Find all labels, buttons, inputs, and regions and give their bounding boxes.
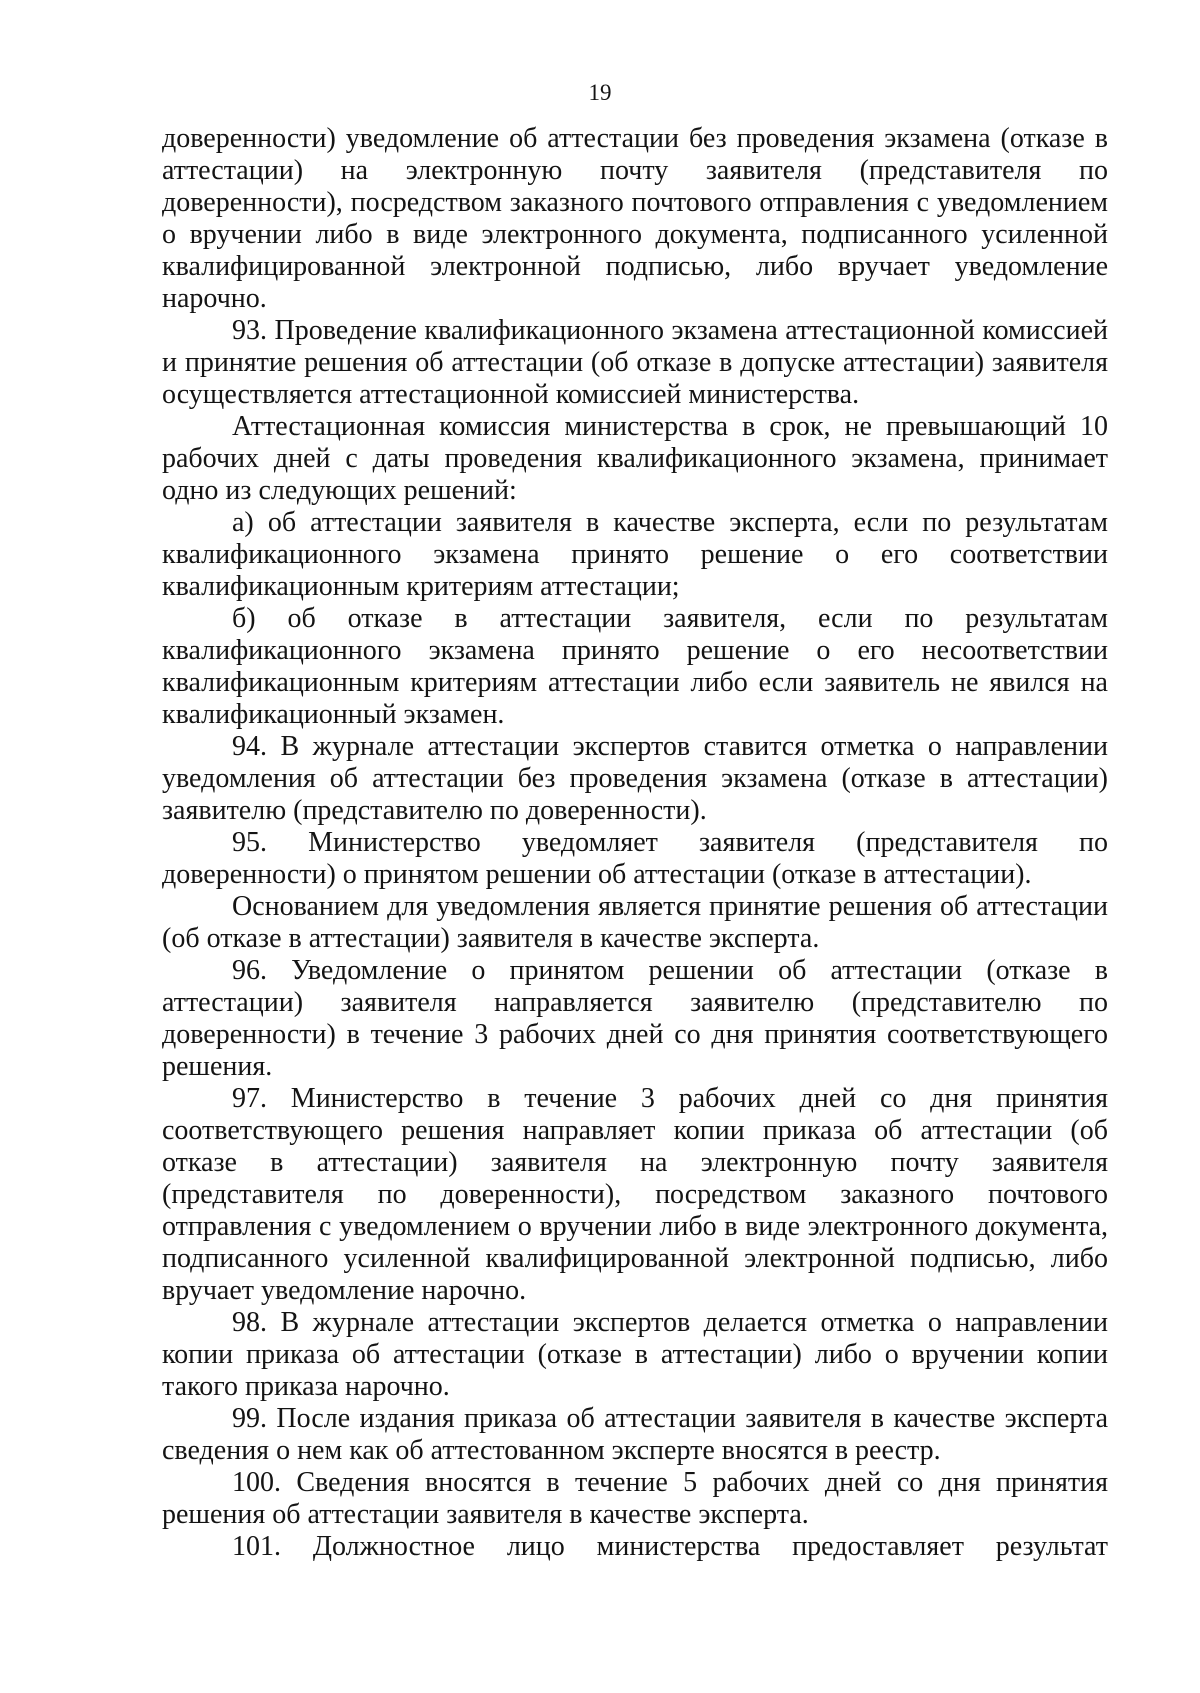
paragraph-item-b: б) об отказе в аттестации заявителя, если по результатам квалификационного экзамена принято решение о его несоответствии квалификационным критериям аттестации либо если заявитель не явился на квалификационный экзамен. <box>162 603 1108 730</box>
paragraph-100: 100. Сведения вносятся в течение 5 рабочих дней со дня принятия решения об аттестации заявителя в качестве эксперта. <box>162 1467 1108 1530</box>
paragraph-95: 95. Министерство уведомляет заявителя (представителя по доверенности) о принятом решении об аттестации (отказе в аттестации). <box>162 827 1108 890</box>
paragraph-commission-decision: Аттестационная комиссия министерства в срок, не превышающий 10 рабочих дней с даты проведения квалификационного экзамена, принимает одно из следующих решений: <box>162 411 1108 506</box>
paragraph-continuation: доверенности) уведомление об аттестации без проведения экзамена (отказе в аттестации) на электронную почту заявителя (представителя по доверенности), посредством заказного почтового отправления с уведомлением о вручении либо в виде электронного документа, подписанного усиленной квалифицированной электронной подписью, либо вручает уведомление нарочно. <box>162 123 1108 314</box>
page-number: 19 <box>588 80 612 105</box>
paragraph-101: 101. Должностное лицо министерства предоставляет результат <box>232 1531 1108 1562</box>
paragraph-93: 93. Проведение квалификационного экзамена аттестационной комиссией и принятие решения об аттестации (об отказе в допуске аттестации) заявителя осуществляется аттестационной комиссией министерства. <box>162 315 1108 410</box>
paragraph-94: 94. В журнале аттестации экспертов ставится отметка о направлении уведомления об аттестации без проведения экзамена (отказе в аттестации) заявителю (представителю по доверенности). <box>162 731 1108 826</box>
paragraph-97: 97. Министерство в течение 3 рабочих дней со дня принятия соответствующего решения направляет копии приказа об аттестации (об отказе в аттестации) заявителя на электронную почту заявителя (представителя по доверенности), посредством заказного почтового отправления с уведомлением о вручении либо в виде электронного документа, подписанного усиленной квалифицированной электронной подписью, либо вручает уведомление нарочно. <box>162 1083 1108 1306</box>
document-body <box>162 123 1108 1563</box>
paragraph-98: 98. В журнале аттестации экспертов делается отметка о направлении копии приказа об аттестации (отказе в аттестации) либо о вручении копии такого приказа нарочно. <box>162 1307 1108 1402</box>
paragraph-96: 96. Уведомление о принятом решении об аттестации (отказе в аттестации) заявителя направляется заявителю (представителю по доверенности) в течение 3 рабочих дней со дня принятия соответствующего решения. <box>162 955 1108 1082</box>
paragraph-item-a: а) об аттестации заявителя в качестве эксперта, если по результатам квалификационного экзамена принято решение о его соответствии квалификационным критериям аттестации; <box>162 507 1108 602</box>
paragraph-99: 99. После издания приказа об аттестации заявителя в качестве эксперта сведения о нем как об аттестованном эксперте вносятся в реестр. <box>162 1403 1108 1466</box>
paragraph-notification-basis: Основанием для уведомления является принятие решения об аттестации (об отказе в аттестации) заявителя в качестве эксперта. <box>162 891 1108 954</box>
